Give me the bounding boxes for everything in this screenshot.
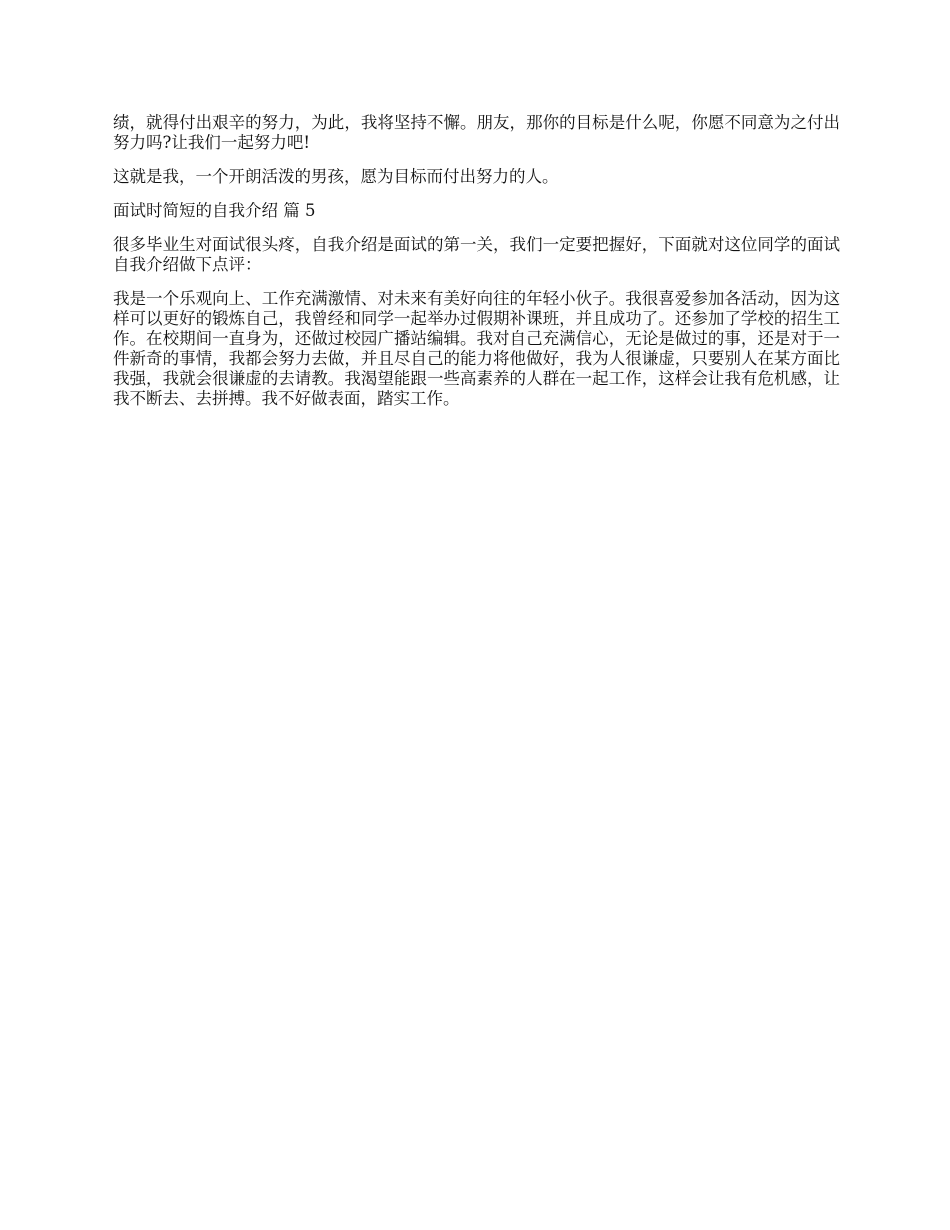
paragraph-continuation: 绩，就得付出艰辛的努力，为此，我将坚持不懈。朋友，那你的目标是什么呢，你愿不同意为之付出努力吗?让我们一起努力吧! <box>113 113 840 152</box>
section-heading: 面试时简短的自我介绍 篇 5 <box>113 201 316 220</box>
paragraph-intro: 很多毕业生对面试很头疼，自我介绍是面试的第一关，我们一定要把握好，下面就对这位同学的面试自我介绍做下点评： <box>113 235 840 274</box>
paragraph-summary: 这就是我，一个开朗活泼的男孩，愿为目标而付出努力的人。 <box>113 167 559 186</box>
document-page <box>113 113 840 423</box>
paragraph-self-introduction: 我是一个乐观向上、工作充满激情、对未来有美好向往的年轻小伙子。我很喜爱参加各活动，因为这样可以更好的锻炼自己，我曾经和同学一起举办过假期补课班，并且成功了。还参加了学校的招生工作。在校期间一直身为，还做过校园广播站编辑。我对自己充满信心，无论是做过的事，还是对于一件新奇的事情，我都会努力去做，并且尽自己的能力将他做好，我为人很谦虚，只要别人在某方面比我强，我就会很谦虚的去请教。我渴望能跟一些高素养的人群在一起工作，这样会让我有危机感，让我不断去、去拼搏。我不好做表面，踏实工作。 <box>113 289 840 408</box>
